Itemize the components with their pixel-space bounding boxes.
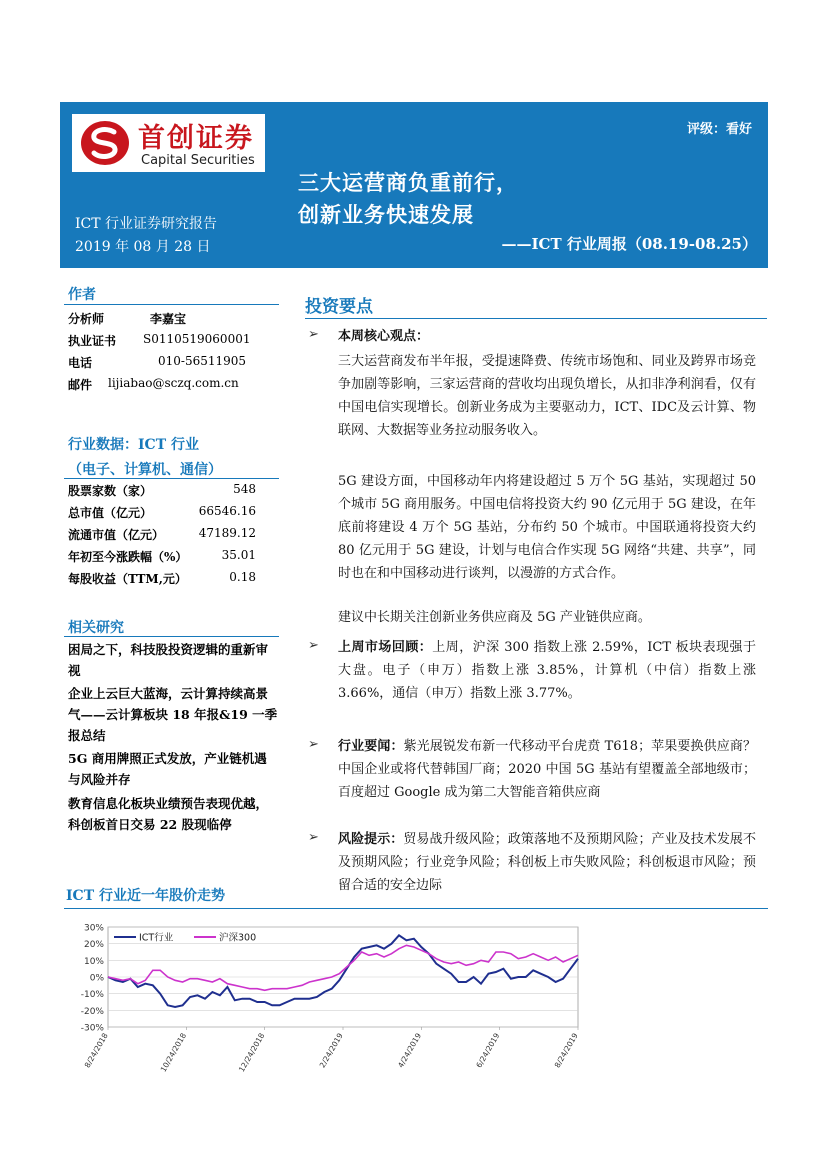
industry-value: 66546.16 (198, 504, 256, 518)
related-link[interactable]: 企业上云巨大蓝海，云计算持续高景气——云计算板块 18 年报&19 一季报总结 (68, 686, 278, 743)
related-link[interactable]: 教育信息化板块业绩预告表现优越，科创板首日交易 22 股现临停 (68, 796, 269, 832)
bullet-arrow-icon: ➢ (308, 830, 319, 845)
price-trend-chart (60, 915, 600, 1075)
author-label: 执业证书 (68, 334, 117, 348)
industry-label: 总市值（亿元） (68, 506, 153, 520)
x-tick-label: 10/24/2018 (158, 1031, 189, 1074)
x-tick-label: 6/24/2019 (474, 1031, 502, 1070)
chart-title: ICT 行业近一年股价走势 (66, 888, 225, 904)
divider (64, 478, 279, 479)
rating: 评级：看好 (686, 122, 752, 137)
author-row (68, 332, 116, 349)
x-tick-label: 4/24/2019 (396, 1031, 424, 1070)
bullet-title-text: 上周市场回顾： (338, 640, 433, 655)
industry-value: 0.18 (229, 570, 256, 584)
divider (64, 908, 768, 909)
divider (64, 636, 279, 637)
y-tick-label: 30% (83, 923, 104, 934)
bullet-title-text: 行业要闻： (338, 739, 404, 754)
industry-value: 548 (233, 482, 256, 496)
author-label: 分析师 (68, 312, 105, 326)
industry-label: 股票家数（家） (68, 484, 153, 498)
author-value: 李嘉宝 (150, 312, 187, 326)
x-tick-label: 2/24/2019 (317, 1031, 345, 1070)
bullet-text: 紫光展锐发布新一代移动平台虎贲 T618；苹果要换供应商？中国企业或将代替韩国厂商；2020 中国 5G 基站有望覆盖全部地级市；百度超过 Google 成为第二大智能音箱供应商 (338, 739, 756, 800)
report-type: ICT 行业证券研究报告 (75, 216, 218, 232)
author-email[interactable]: lijiabao@sczq.com.cn (108, 376, 239, 390)
author-value: 010-56511905 (158, 354, 247, 368)
bullet-title-text: 风险提示： (338, 832, 404, 847)
industry-value: 35.01 (221, 548, 256, 562)
related-link[interactable]: 困局之下，科技股投资逻辑的重新审视 (68, 642, 269, 678)
legend-label: 沪深300 (219, 932, 257, 944)
paragraph: 5G 建设方面，中国移动年内将建设超过 5 万个 5G 基站，实现超过 50 个城市 5G 商用服务。中国电信将投资大约 90 亿元用于 5G 建设，在年底前将建设 4 万个 5G 基站，分布约 50 个城市。中国联通将投资大约 80 亿元用于 5G 建设，计划与电信合作实现 5G 网络“共建、共享”，同时也在和中国移动进行谈判，以漫游的方式合作。 (338, 474, 756, 581)
x-tick-label: 8/24/2018 (82, 1031, 110, 1070)
industry-subheading: （电子、计算机、通信） (68, 462, 222, 478)
bullet-title-text: 本周核心观点： (338, 329, 430, 344)
bullet-paragraph (338, 735, 756, 804)
x-tick-label: 12/24/2018 (236, 1031, 267, 1074)
y-tick-label: -20% (80, 1006, 104, 1017)
bullet-arrow-icon: ➢ (308, 737, 319, 752)
industry-label: 流通市值（亿元） (68, 528, 165, 542)
paragraph: 三大运营商发布半年报，受提速降费、传统市场饱和、同业及跨界市场竞争加剧等影响，三家运营商的营收均出现负增长，从扣非净利润看，仅有中国电信实现增长。创新业务成为主要驱动力，ICT、IDC及云计算、物联网、大数据等业务拉动服务收入。 (338, 354, 756, 438)
report-title-line-1: 三大运营商负重前行， (298, 170, 518, 195)
bullet-arrow-icon: ➢ (308, 327, 319, 342)
y-tick-label: -10% (80, 990, 104, 1001)
author-label: 电话 (68, 356, 93, 370)
bullet-text: 贸易战升级风险；政策落地不及预期风险；产业及技术发展不及预期风险；行业竞争风险；科创板上市失败风险；科创板退市风险；预留合适的安全边际 (338, 832, 756, 893)
logo-icon (80, 119, 130, 167)
author-row (68, 376, 92, 393)
series-line (108, 945, 578, 990)
bullet-text: 上周，沪深 300 指数上涨 2.59%，ICT 板块表现强于大盘。电子（申万）指数上涨 3.85%，计算机（中信）指数上涨 3.66%，通信（申万）指数上涨 3.77%。 (338, 640, 756, 701)
related-heading: 相关研究 (68, 620, 124, 636)
bullet-title (338, 325, 756, 348)
logo-text-en: Capital Securities (141, 153, 255, 168)
y-tick-label: -30% (80, 1023, 104, 1034)
author-heading: 作者 (68, 287, 96, 303)
author-label: 邮件 (68, 378, 93, 392)
report-subtitle: ——ICT 行业周报（08.19-08.25） (501, 235, 757, 253)
industry-label: 每股收益（TTM,元） (68, 572, 187, 586)
related-link[interactable]: 5G 商用牌照正式发放，产业链机遇与风险并存 (68, 751, 267, 787)
divider (305, 318, 767, 319)
divider (64, 304, 279, 305)
x-tick-label: 8/24/2019 (552, 1031, 580, 1070)
paragraph: 建议中长期关注创新业务供应商及 5G 产业链供应商。 (338, 610, 651, 625)
author-row (68, 310, 104, 327)
industry-label: 年初至今涨跌幅（%） (68, 550, 188, 564)
bullet-paragraph (338, 636, 756, 705)
bullet-paragraph (338, 828, 756, 897)
bullet-arrow-icon: ➢ (308, 638, 319, 653)
section-heading: 投资要点 (305, 297, 373, 317)
industry-value: 47189.12 (198, 526, 256, 540)
legend-label: ICT行业 (139, 932, 174, 944)
report-title-line-2: 创新业务快速发展 (298, 202, 474, 227)
logo-text-cn: 首创证券 (138, 123, 254, 154)
y-tick-label: 20% (83, 940, 104, 951)
report-date: 2019 年 08 月 28 日 (75, 239, 211, 255)
author-row (68, 354, 92, 371)
author-value: S0110519060001 (143, 332, 251, 346)
y-tick-label: 0% (89, 973, 104, 984)
y-tick-label: 10% (83, 956, 104, 967)
industry-heading: 行业数据：ICT 行业 (68, 437, 199, 453)
